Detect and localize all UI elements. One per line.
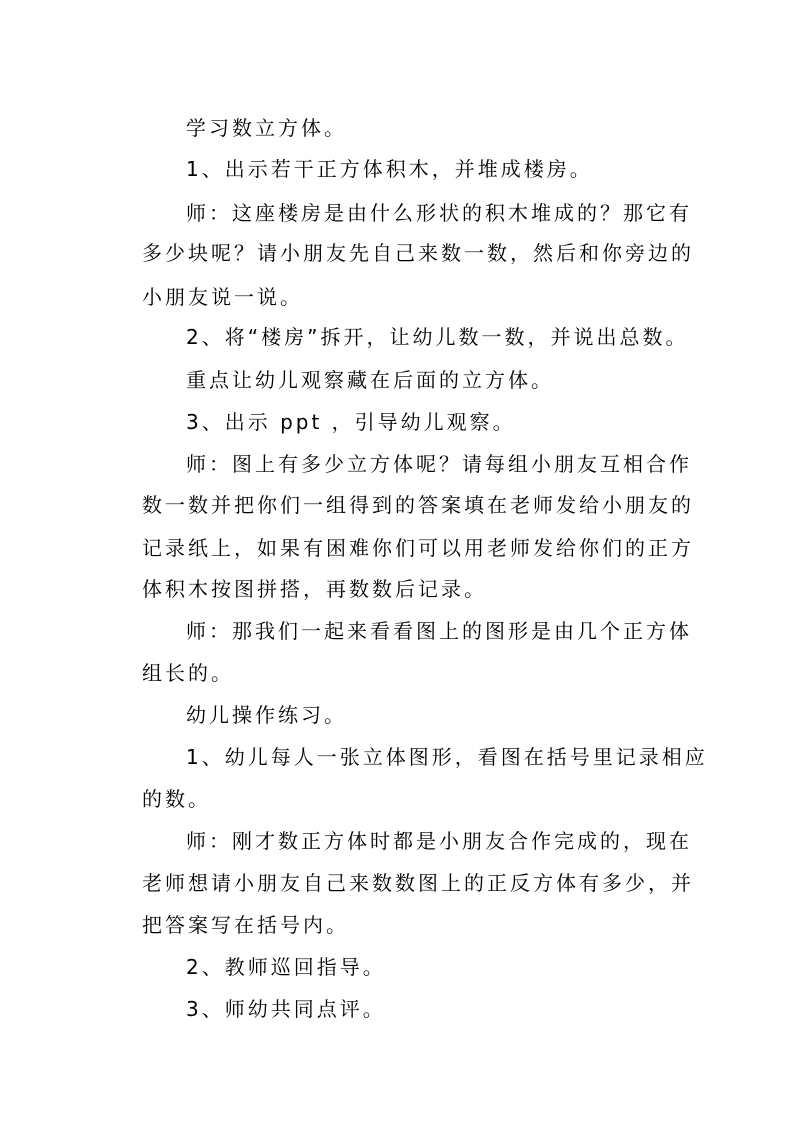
text-line: 3、师幼共同点评。 — [186, 997, 386, 1021]
text-line: 重点让幼儿观察藏在后面的立方体。 — [186, 368, 554, 392]
text-line: 记录纸上，如果有困难你们可以用老师发给你们的正方 — [142, 536, 694, 560]
text-line: 组长的。 — [142, 661, 234, 685]
text-line: 1、出示若干正方体积木，并堆成楼房。 — [186, 157, 593, 181]
text-line: 师：这座楼房是由什么形状的积木堆成的？那它有 — [186, 201, 692, 225]
text-line: 2、将“楼房”拆开，让幼儿数一数，并说出总数。 — [186, 325, 689, 349]
text-line: 师：那我们一起来看看图上的图形是由几个正方体 — [186, 619, 692, 643]
text-line: 的数。 — [142, 787, 211, 811]
text-line: 幼儿操作练习。 — [186, 703, 347, 727]
text-line: 师：图上有多少立方体呢？请每组小朋友互相合作 — [186, 452, 692, 476]
text-line: 多少块呢？请小朋友先自己来数一数，然后和你旁边的 — [142, 241, 694, 265]
text-line: 3、出示 ppt ，引导幼儿观察。 — [186, 410, 516, 434]
text-line: 2、教师巡回指导。 — [186, 955, 386, 979]
text-line: 把答案写在括号内。 — [142, 913, 349, 937]
text-line: 小朋友说一说。 — [142, 285, 303, 309]
text-line: 数一数并把你们一组得到的答案填在老师发给小朋友的 — [142, 493, 694, 517]
text-line: 学习数立方体。 — [186, 116, 347, 140]
text-line: 老师想请小朋友自己来数数图上的正反方体有多少，并 — [142, 871, 694, 895]
text-line: 体积木按图拼搭，再数数后记录。 — [142, 577, 487, 601]
text-line: 1、幼儿每人一张立体图形，看图在括号里记录相应 — [186, 745, 708, 769]
text-line: 师：刚才数正方体时都是小朋友合作完成的，现在 — [186, 829, 692, 853]
